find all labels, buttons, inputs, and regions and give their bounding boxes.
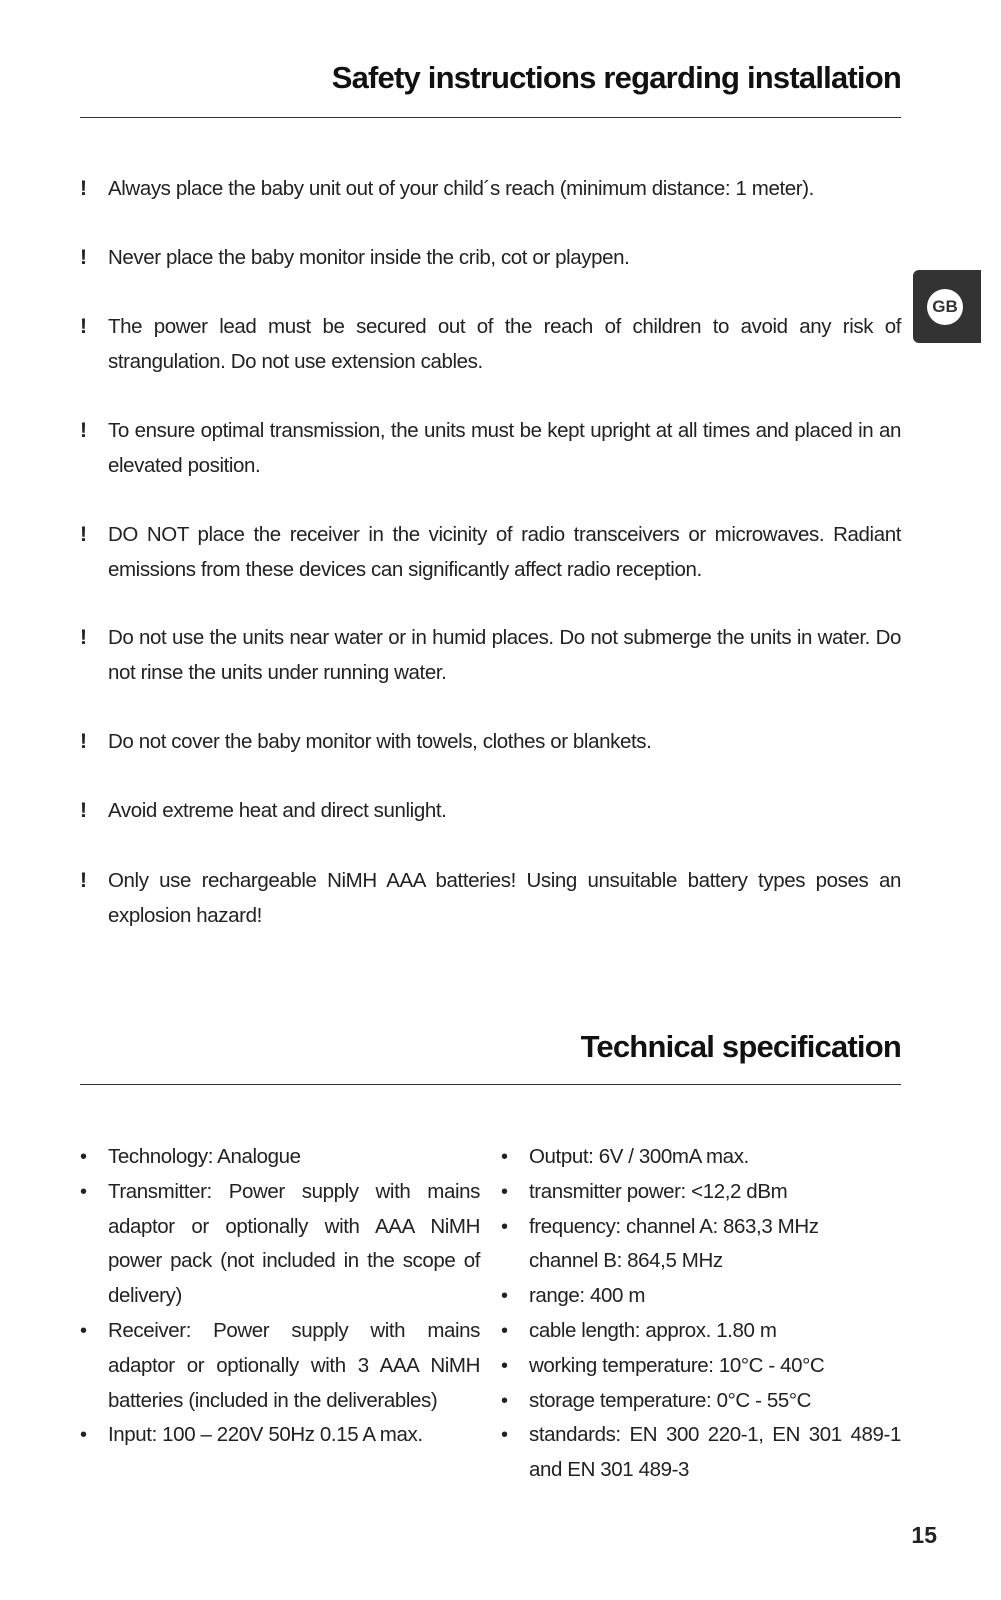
safety-item-text: Do not cover the baby monitor with towels, clothes or blankets. xyxy=(108,730,652,753)
language-tab-label: GB xyxy=(927,289,963,325)
bullet-icon: • xyxy=(501,1180,508,1203)
spec-text: working temperature: 10°C - 40°C xyxy=(529,1353,825,1377)
spec-list-left xyxy=(80,1140,480,1453)
bullet-icon: • xyxy=(80,1180,87,1203)
list-item xyxy=(501,1384,901,1419)
list-item xyxy=(80,1418,480,1453)
exclamation-icon: ! xyxy=(80,315,87,338)
bullet-icon: • xyxy=(501,1146,508,1168)
spec-text: transmitter power: <12,2 dBm xyxy=(529,1179,788,1203)
list-item xyxy=(501,1349,901,1384)
safety-item xyxy=(80,621,901,690)
safety-item xyxy=(80,518,901,587)
page-number: 15 xyxy=(911,1522,937,1548)
list-item xyxy=(501,1279,901,1314)
bullet-icon: • xyxy=(80,1146,87,1168)
bullet-icon: • xyxy=(501,1354,508,1377)
safety-item xyxy=(80,414,901,483)
exclamation-icon: ! xyxy=(80,869,87,892)
safety-title-rule xyxy=(80,117,901,118)
exclamation-icon: ! xyxy=(80,177,87,200)
spec-text: standards: EN 300 220-1, EN 301 489-1 and EN 301 489-3 xyxy=(529,1423,901,1482)
exclamation-icon: ! xyxy=(80,523,87,546)
tech-section-title: Technical specification xyxy=(580,1029,901,1064)
safety-item-text: The power lead must be secured out of the reach of children to avoid any risk of strangulation. Do not use extension cables. xyxy=(108,315,901,373)
safety-item xyxy=(80,172,901,207)
spec-text: cable length: approx. 1.80 m xyxy=(529,1318,777,1342)
spec-text: range: 400 m xyxy=(529,1284,645,1308)
bullet-icon: • xyxy=(501,1285,508,1308)
safety-item-text: Avoid extreme heat and direct sunlight. xyxy=(108,799,447,822)
list-item xyxy=(80,1314,480,1418)
list-item xyxy=(80,1175,480,1314)
spec-text: frequency: channel A: 863,3 MHz xyxy=(529,1214,819,1238)
list-item xyxy=(501,1140,901,1175)
tech-title-rule xyxy=(80,1084,901,1085)
exclamation-icon: ! xyxy=(80,246,87,269)
list-item xyxy=(501,1175,901,1210)
safety-item xyxy=(80,864,901,933)
safety-item-text: Never place the baby monitor inside the crib, cot or playpen. xyxy=(108,246,630,269)
safety-item xyxy=(80,241,901,276)
safety-item-text: Do not use the units near water or in humid places. Do not submerge the units in water. Do not rinse the units under running water. xyxy=(108,626,901,684)
spec-text: Input: 100 – 220V 50Hz 0.15 A max. xyxy=(108,1423,423,1447)
safety-item-text: To ensure optimal transmission, the units must be kept upright at all times and placed in an elevated position. xyxy=(108,419,901,477)
spec-text: storage temperature: 0°C - 55°C xyxy=(529,1388,812,1412)
bullet-icon: • xyxy=(501,1389,508,1412)
safety-item-text: Always place the baby unit out of your child´s reach (minimum distance: 1 meter). xyxy=(108,177,814,200)
spec-text-continuation: channel B: 864,5 MHz xyxy=(529,1249,723,1273)
safety-item xyxy=(80,310,901,379)
spec-text: Transmitter: Power supply with mains adaptor or optionally with AAA NiMH power pack (not included in the scope of delivery) xyxy=(108,1179,480,1308)
safety-item xyxy=(80,794,901,829)
spec-list-right xyxy=(501,1140,901,1488)
exclamation-icon: ! xyxy=(80,419,87,442)
bullet-icon: • xyxy=(501,1215,508,1238)
exclamation-icon: ! xyxy=(80,730,87,753)
bullet-icon: • xyxy=(501,1424,508,1447)
bullet-icon: • xyxy=(80,1424,87,1447)
language-tab xyxy=(913,270,981,343)
spec-text: Receiver: Power supply with mains adaptor or optionally with 3 AAA NiMH batteries (included in the deliverables) xyxy=(108,1318,480,1412)
exclamation-icon: ! xyxy=(80,626,87,649)
list-item xyxy=(501,1418,901,1488)
safety-item-text: DO NOT place the receiver in the vicinity of radio transceivers or microwaves. Radiant emissions from these devices can significantly affect radio reception. xyxy=(108,523,901,581)
exclamation-icon: ! xyxy=(80,799,87,822)
list-item xyxy=(501,1314,901,1349)
list-item xyxy=(80,1140,480,1175)
list-item xyxy=(501,1210,901,1280)
spec-text: Output: 6V / 300mA max. xyxy=(529,1145,749,1168)
bullet-icon: • xyxy=(80,1319,87,1342)
safety-item xyxy=(80,725,901,760)
safety-item-text: Only use rechargeable NiMH AAA batteries! Using unsuitable battery types poses an explosion hazard! xyxy=(108,869,901,927)
safety-section-title: Safety instructions regarding installation xyxy=(331,60,901,95)
bullet-icon: • xyxy=(501,1319,508,1342)
spec-text: Technology: Analogue xyxy=(108,1145,301,1168)
